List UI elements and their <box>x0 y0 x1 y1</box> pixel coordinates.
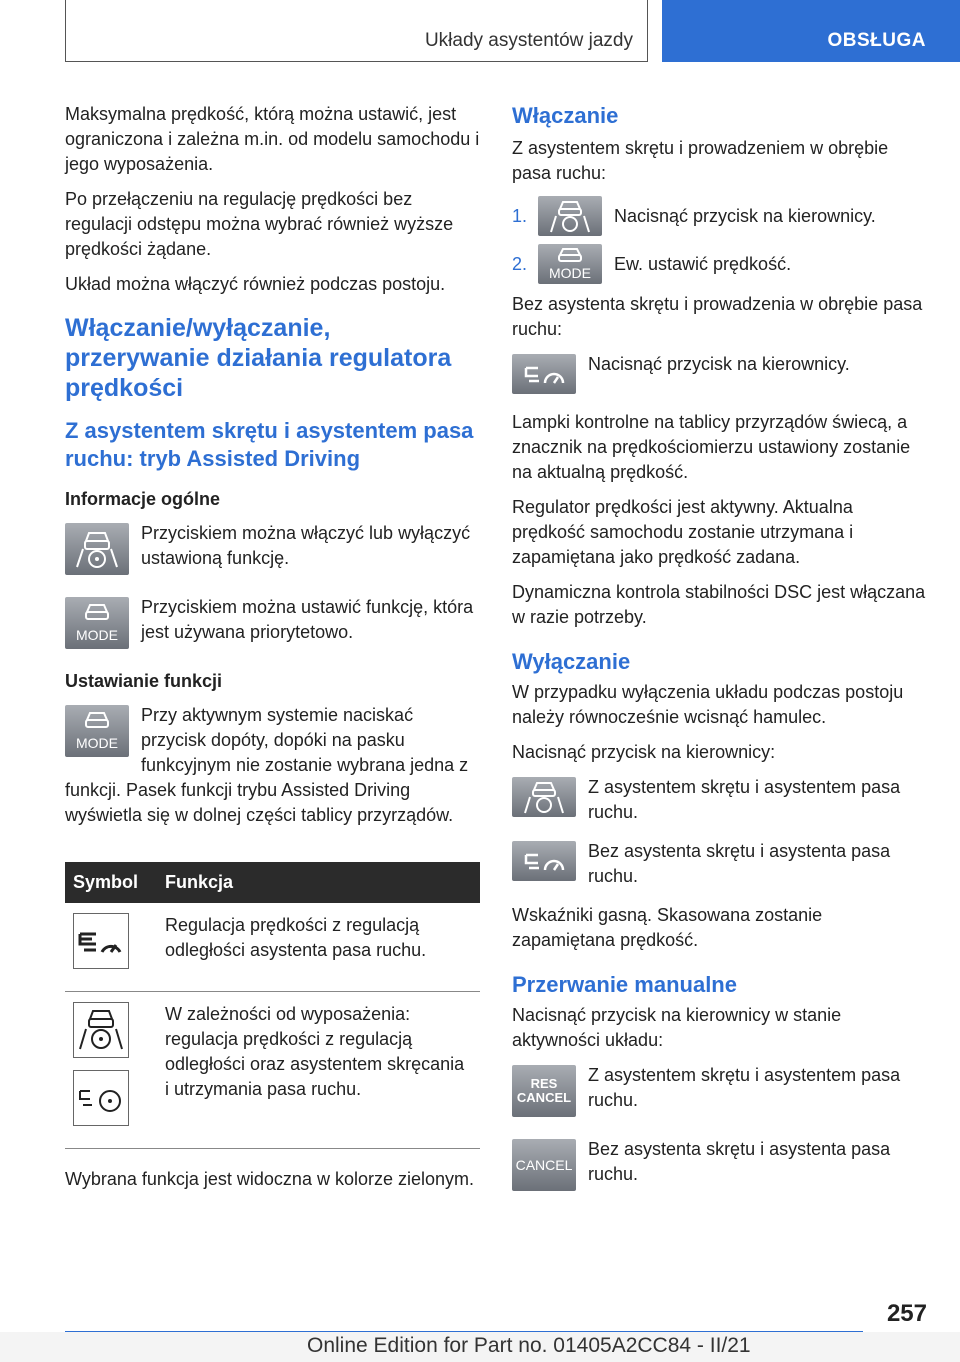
table-header-function: Funkcja <box>157 862 480 903</box>
mode-label: MODE <box>76 627 118 643</box>
step-text: Nacisnąć przycisk na kierownicy. <box>614 205 876 226</box>
pause-without-text: Bez asystenta skrętu i asystenta pasa ruchu. <box>588 1139 891 1184</box>
step-item <box>512 244 927 284</box>
intro-paragraph: Po przełączeniu na regulację prędkości bez regulacji odstępu można wybrać również wyższe prędkości żądane. <box>65 189 454 259</box>
general-text: Przyciskiem można ustawić funkcję, która jest używana priorytetowo. <box>141 597 474 642</box>
intro-paragraph: Maksymalna prędkość, którą można ustawić, jest ograniczona i zależna m.in. od modelu samochodu i jego wyposażenia. <box>65 104 480 174</box>
set-function-heading: Ustawianie funkcji <box>65 671 223 691</box>
on-paragraph: Lampki kontrolne na tablicy przyrządów świecą, a znacznik na prędkościomierzu ustawiony zostanie na aktualną prędkość. <box>512 412 911 482</box>
closing-paragraph: Wybrana funkcja jest widoczna w kolorze zielonym. <box>65 1169 475 1189</box>
function-table <box>65 862 480 1149</box>
off-paragraph: Nacisnąć przycisk na kierownicy: <box>512 742 776 762</box>
off-paragraph: W przypadku wyłączenia układu podczas postoju należy równocześnie wcisnąć hamulec. <box>512 682 904 727</box>
function-cell: Regulacja prędkości z regulacją odległości asystenta pasa ruchu. <box>157 903 480 992</box>
speed-steering-icon <box>73 1070 129 1126</box>
left-column <box>65 102 480 1202</box>
speed-distance-lane-icon <box>73 913 129 969</box>
res-cancel-button-icon <box>512 1065 576 1117</box>
chapter-title: Układy asystentów jazdy <box>424 30 633 51</box>
step-item <box>512 196 927 236</box>
off-after-text: Wskaźniki gasną. Skasowana zostanie zapamiętana prędkość. <box>512 905 823 950</box>
general-heading: Informacje ogólne <box>65 489 221 509</box>
mode-button-icon <box>538 244 602 284</box>
off-without-text: Bez asystenta skrętu i asystenta pasa ruchu. <box>588 841 891 886</box>
general-item <box>65 521 480 581</box>
symbol-cell <box>65 992 157 1149</box>
mode-label: MODE <box>76 735 118 751</box>
table-row <box>65 992 480 1149</box>
off-with-text: Z asystentem skrętu i asystentem pasa ruchu. <box>588 777 901 822</box>
cruise-control-button-icon <box>512 841 576 881</box>
switch-on-heading: Włączanie <box>512 103 619 128</box>
table-header-symbol: Symbol <box>65 862 157 903</box>
press-button-text: Nacisnąć przycisk na kierownicy. <box>588 354 850 374</box>
off-without-item <box>512 839 927 889</box>
table-row <box>65 903 480 992</box>
res-label: RES <box>530 1076 558 1091</box>
off-with-item <box>512 775 927 825</box>
edition-text: Online Edition for Part no. 01405A2CC84 - II/21 <box>307 1334 751 1357</box>
cruise-control-button-icon <box>512 354 576 394</box>
right-column <box>512 102 927 1211</box>
page-number: 257 <box>886 1300 927 1327</box>
mode-button-icon <box>65 705 129 757</box>
set-function-item <box>65 703 480 828</box>
pause-with-text: Z asystentem skrętu i asystentem pasa ruchu. <box>588 1065 901 1110</box>
pause-without-item <box>512 1137 927 1197</box>
on-paragraph: Dynamiczna kontrola stabilności DSC jest włączana w razie potrzeby. <box>512 582 926 627</box>
mode-label: MODE <box>549 265 591 281</box>
cancel-label: CANCEL <box>515 1157 573 1173</box>
mode-button-icon <box>65 597 129 649</box>
general-text: Przyciskiem można włączyć lub wyłączyć ustawioną funkcję. <box>141 523 471 568</box>
steering-lane-assist-icon <box>73 1002 129 1058</box>
assist-driving-button-icon <box>512 777 576 817</box>
step-number: 2. <box>512 253 528 274</box>
pause-with-item <box>512 1063 927 1123</box>
switch-off-heading: Wyłączanie <box>512 649 631 674</box>
footer-bar <box>0 1332 960 1362</box>
cancel-label: CANCEL <box>516 1090 572 1105</box>
function-cell: W zależności od wyposażenia: regulacja prędkości z regulacją odległości oraz asystentem skręcania i utrzymania pasa ruchu. <box>157 992 480 1149</box>
header-bar <box>65 0 648 62</box>
cancel-button-icon <box>512 1139 576 1191</box>
section-heading: Włączanie/wyłączanie, przerywanie działania regulatora prędkości <box>65 314 452 402</box>
without-assist-text: Bez asystenta skrętu i prowadzenia w obrębie pasa ruchu: <box>512 294 923 339</box>
intro-paragraph: Układ można włączyć również podczas postoju. <box>65 274 446 294</box>
section-tab <box>662 0 960 62</box>
assist-driving-button-icon <box>538 196 602 236</box>
set-function-text: Przy aktywnym systemie naciskać przycisk dopóty, dopóki na pasku funkcyjnym nie zostanie wybrana jedna z funkcji. Pasek funkcji trybu Assisted Driving wyświetla się w dolnej części tablicy przyrządów. <box>65 705 469 825</box>
general-item <box>65 595 480 655</box>
section-label: OBSŁUGA <box>827 30 926 51</box>
symbol-cell <box>65 903 157 992</box>
step-number: 1. <box>512 205 528 226</box>
step-text: Ew. ustawić prędkość. <box>614 253 792 274</box>
assist-driving-button-icon <box>65 523 129 575</box>
subsection-heading: Z asystentem skrętu i asystentem pasa ruchu: tryb Assisted Driving <box>65 418 474 471</box>
with-assist-text: Z asystentem skrętu i prowadzeniem w obrębie pasa ruchu: <box>512 138 889 183</box>
pause-text: Nacisnąć przycisk na kierownicy w stanie aktywności układu: <box>512 1005 842 1050</box>
manual-pause-heading: Przerwanie manualne <box>512 972 737 997</box>
on-paragraph: Regulator prędkości jest aktywny. Aktualna prędkość samochodu zostanie utrzymana i zapamiętana jako prędkość zadana. <box>512 497 854 567</box>
press-button-item <box>512 352 927 400</box>
